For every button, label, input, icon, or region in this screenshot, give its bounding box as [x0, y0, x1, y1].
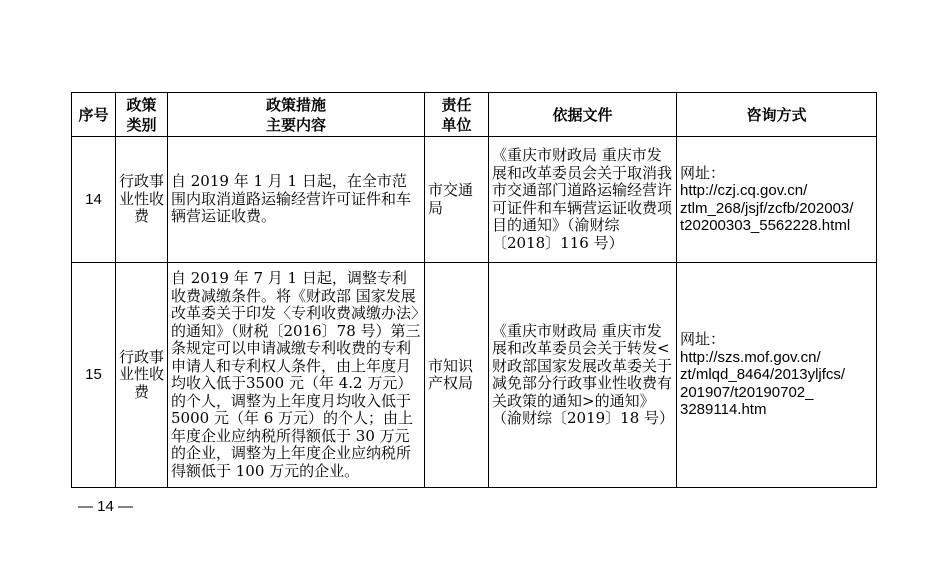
table-row: [72, 263, 877, 488]
row-basis: 《重庆市财政局 重庆市发展和改革委员会关于转发<财政部国家发展改革委关于减免部分行政事业性收费有关政策的通知>的通知》（渝财综〔2019〕18 号）: [489, 263, 677, 488]
page-number: — 14 —: [78, 498, 134, 515]
row-number: 14: [72, 137, 116, 263]
header-no: 序号: [72, 93, 116, 137]
row-content: 自 2019 年 7 月 1 日起，调整专利收费减缴条件。将《财政部 国家发展改革委关于印发〈专利收费减缴办法〉的通知》（财税〔2016〕78 号）第三条规定可以申请减缴专利收费的专利申请人和专利权人条件，由上年度月均收入低于3500 元（年 4.2 万元）的个人，调整为上年度月均收入低于 5000 元（年 6 万元）的个人；由上年度企业应纳税所得额低于 30 万元的企业，调整为上年度企业应纳税所得额低于 100 万元的企业。: [168, 263, 425, 488]
table-row: [72, 137, 877, 263]
header-category: 政策 类别: [116, 93, 168, 137]
row-content: 自 2019 年 1 月 1 日起，在全市范围内取消道路运输经营许可证件和车辆营运证收费。: [168, 137, 425, 263]
row-category: 行政事业性收费: [116, 263, 168, 488]
row-category: 行政事业性收费: [116, 137, 168, 263]
header-contact: 咨询方式: [677, 93, 877, 137]
row-unit: 市知识产权局: [425, 263, 489, 488]
row-contact[interactable]: 网址： http://czj.cq.gov.cn/ ztlm_268/jsjf/zcfb/202003/ t20200303_5562228.html: [677, 137, 877, 263]
header-content: 政策措施 主要内容: [168, 93, 425, 137]
table-header-row: [72, 93, 877, 137]
header-basis: 依据文件: [489, 93, 677, 137]
row-contact[interactable]: 网址： http://szs.mof.gov.cn/ zt/mlqd_8464/2013yljfcs/ 201907/t20190702_ 3289114.htm: [677, 263, 877, 488]
policy-table: [71, 92, 877, 488]
header-unit: 责任 单位: [425, 93, 489, 137]
row-basis: 《重庆市财政局 重庆市发展和改革委员会关于取消我市交通部门道路运输经营许可证件和车辆营运证收费项目的通知》（渝财综〔2018〕116 号）: [489, 137, 677, 263]
row-unit: 市交通局: [425, 137, 489, 263]
row-number: 15: [72, 263, 116, 488]
